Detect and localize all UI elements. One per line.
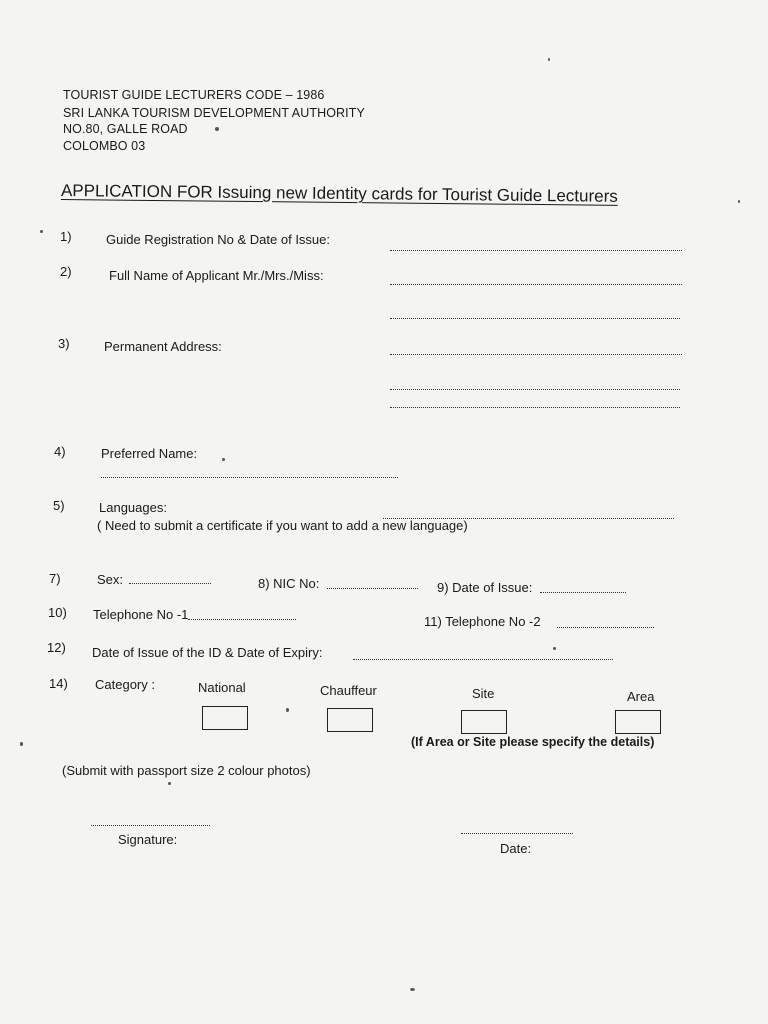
scan-speck xyxy=(215,127,219,131)
field-10-label: Telephone No -1 xyxy=(93,607,189,622)
field-5-note: ( Need to submit a certificate if you want to add a new language) xyxy=(97,518,468,533)
category-area-checkbox[interactable] xyxy=(615,710,661,734)
telephone-2-line[interactable] xyxy=(557,627,654,628)
field-12-number: 12) xyxy=(47,640,66,655)
field-1-line[interactable] xyxy=(390,250,682,251)
scan-speck xyxy=(286,708,289,712)
date-of-issue-line[interactable] xyxy=(540,592,626,593)
field-2-line[interactable] xyxy=(390,284,682,285)
scan-speck xyxy=(410,988,415,991)
field-14-label: Category : xyxy=(95,677,155,692)
field-2-label: Full Name of Applicant Mr./Mrs./Miss: xyxy=(109,268,324,283)
scan-speck xyxy=(20,742,23,746)
scan-speck xyxy=(548,58,550,61)
category-national-label: National xyxy=(198,680,246,695)
address-line-3[interactable] xyxy=(390,407,680,408)
category-site-label: Site xyxy=(472,686,495,701)
field-2-line-2[interactable] xyxy=(390,318,680,319)
field-5-label: Languages: xyxy=(99,500,167,515)
category-chauffeur-checkbox[interactable] xyxy=(327,708,373,732)
category-national-checkbox[interactable] xyxy=(202,706,248,730)
header-line-4: COLOMBO 03 xyxy=(63,139,146,153)
header-line-3: NO.80, GALLE ROAD xyxy=(63,122,188,136)
field-1-number: 1) xyxy=(60,229,72,244)
category-chauffeur-label: Chauffeur xyxy=(320,683,377,698)
area-site-note: (If Area or Site please specify the details) xyxy=(411,735,655,749)
nic-line[interactable] xyxy=(327,588,418,589)
field-5-number: 5) xyxy=(53,498,65,513)
signature-line[interactable] xyxy=(91,825,210,826)
field-7-number: 7) xyxy=(49,571,61,586)
date-label: Date: xyxy=(500,841,532,856)
header-line-1: TOURIST GUIDE LECTURERS CODE – 1986 xyxy=(63,88,325,102)
field-12-label: Date of Issue of the ID & Date of Expiry: xyxy=(92,645,323,660)
scan-speck xyxy=(553,647,556,650)
field-4-line[interactable] xyxy=(101,477,398,478)
field-1-label: Guide Registration No & Date of Issue: xyxy=(106,232,331,247)
sex-line[interactable] xyxy=(129,583,211,584)
header-line-2: SRI LANKA TOURISM DEVELOPMENT AUTHORITY xyxy=(63,106,365,120)
telephone-1-line[interactable] xyxy=(188,619,296,620)
field-9-label: 9) Date of Issue: xyxy=(437,580,533,595)
field-8-label: 8) NIC No: xyxy=(258,576,320,591)
photo-note: (Submit with passport size 2 colour photos) xyxy=(62,763,311,778)
id-dates-line[interactable] xyxy=(353,659,613,660)
form-title: APPLICATION FOR Issuing new Identity cards for Tourist Guide Lecturers xyxy=(60,181,618,206)
scan-speck xyxy=(738,200,740,203)
field-14-number: 14) xyxy=(49,676,68,691)
field-11-label: 11) Telephone No -2 xyxy=(424,614,541,629)
category-area-label: Area xyxy=(627,689,655,704)
scan-speck xyxy=(168,782,171,785)
field-7-label: Sex: xyxy=(97,572,124,587)
address-line-1[interactable] xyxy=(390,354,682,355)
field-4-label: Preferred Name: xyxy=(101,446,198,461)
address-line-2[interactable] xyxy=(390,389,680,390)
scan-speck xyxy=(40,230,43,233)
field-3-label: Permanent Address: xyxy=(104,339,222,354)
field-2-number: 2) xyxy=(60,264,72,279)
field-4-number: 4) xyxy=(54,444,66,459)
date-line[interactable] xyxy=(461,833,573,834)
signature-label: Signature: xyxy=(118,832,178,847)
field-10-number: 10) xyxy=(48,605,67,620)
scan-speck xyxy=(222,458,225,461)
field-3-number: 3) xyxy=(58,336,70,351)
category-site-checkbox[interactable] xyxy=(461,710,507,734)
